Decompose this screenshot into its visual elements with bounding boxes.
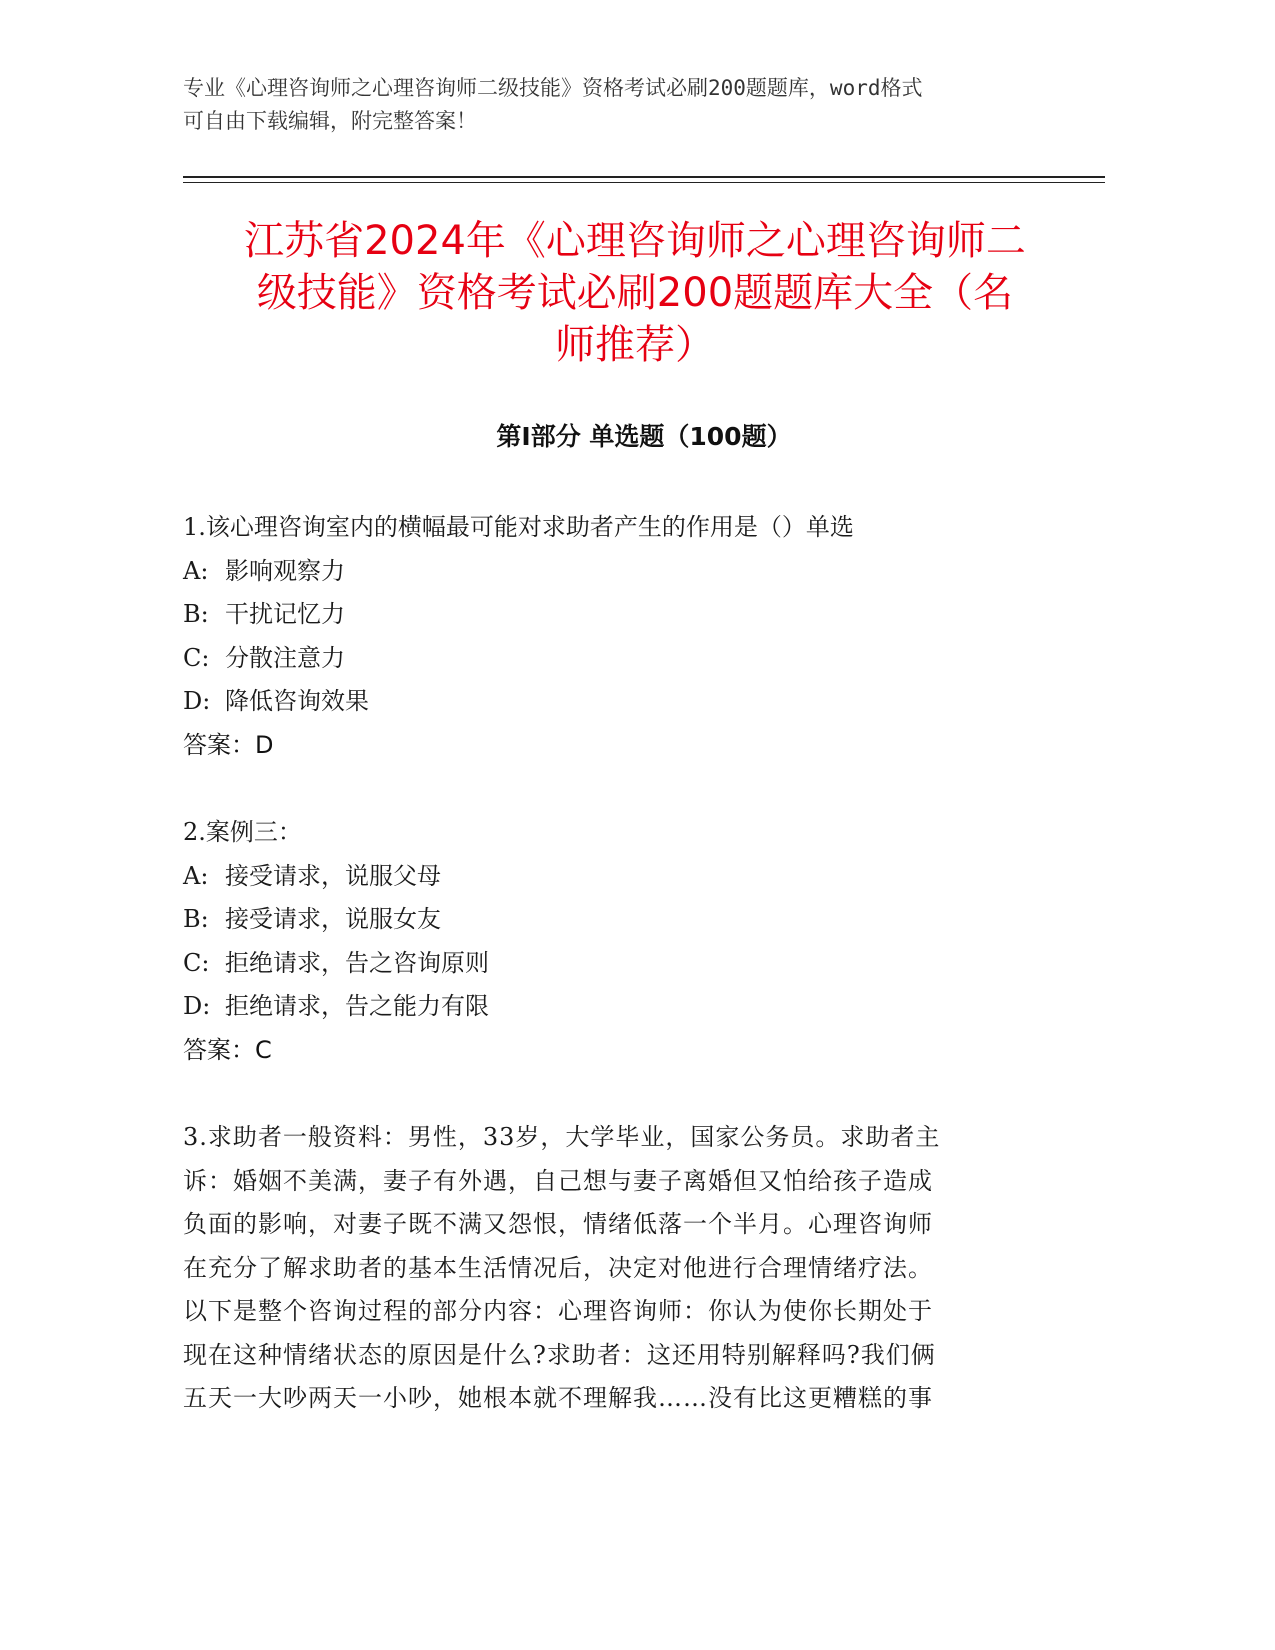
header-note-line-2: 可自由下载编辑，附完整答案！ bbox=[183, 109, 477, 133]
document-title-line-3: 师推荐） bbox=[555, 322, 715, 368]
option-key: A: bbox=[183, 861, 209, 890]
header-divider-thin bbox=[183, 182, 1105, 183]
question-text-line: 五天一大吵两天一小吵，她根本就不理解我……没有比这更糟糕的事 bbox=[183, 1384, 933, 1412]
document-title bbox=[175, 215, 1095, 371]
document-title-line-1: 江苏省2024年《心理咨询师之心理咨询师二 bbox=[244, 218, 1026, 264]
option-label: 接受请求，说服父母 bbox=[225, 861, 441, 890]
question-text-line: 以下是整个咨询过程的部分内容：心理咨询师：你认为使你长期处于 bbox=[183, 1297, 933, 1325]
option-key: B: bbox=[183, 600, 209, 628]
option-key: C: bbox=[183, 948, 210, 977]
question-text-line: 诉：婚姻不美满，妻子有外遇，自己想与妻子离婚但又怕给孩子造成 bbox=[183, 1166, 933, 1195]
option-label: 干扰记忆力 bbox=[225, 600, 345, 628]
question-text-line: 在充分了解求助者的基本生活情况后，决定对他进行合理情绪疗法。 bbox=[183, 1253, 933, 1282]
answer: 答案：D bbox=[183, 730, 274, 759]
option-key: D: bbox=[183, 992, 211, 1020]
option-label: 影响观察力 bbox=[225, 556, 345, 585]
header-note bbox=[183, 72, 1063, 138]
question-list bbox=[183, 506, 1043, 1465]
answer: 答案：C bbox=[183, 1035, 272, 1064]
option-b bbox=[183, 898, 1043, 942]
question-text: 2.案例三： bbox=[183, 818, 302, 846]
question-text-line: 3.求助者一般资料：男性，33岁，大学毕业，国家公务员。求助者主 bbox=[183, 1123, 941, 1151]
option-label: 降低咨询效果 bbox=[225, 687, 369, 715]
option-b bbox=[183, 593, 1043, 637]
option-key: A: bbox=[183, 556, 209, 585]
question-1 bbox=[183, 506, 1043, 767]
option-d bbox=[183, 985, 1043, 1029]
document-title-line-2: 级技能》资格考试必刷200题题库大全（名 bbox=[256, 270, 1014, 316]
option-key: C: bbox=[183, 643, 210, 672]
question-2 bbox=[183, 811, 1043, 1072]
question-text: 1.该心理咨询室内的横幅最可能对求助者产生的作用是（）单选 bbox=[183, 513, 854, 541]
question-text-line: 负面的影响，对妻子既不满又怨恨，情绪低落一个半月。心理咨询师 bbox=[183, 1210, 933, 1238]
option-key: D: bbox=[183, 687, 211, 715]
question-3 bbox=[183, 1116, 1043, 1421]
question-text-line: 现在这种情绪状态的原因是什么?求助者：这还用特别解释吗?我们俩 bbox=[183, 1340, 936, 1369]
option-d bbox=[183, 680, 1043, 724]
option-a bbox=[183, 550, 1043, 594]
option-c bbox=[183, 942, 1043, 986]
option-label: 拒绝请求，告之能力有限 bbox=[225, 992, 489, 1020]
option-label: 接受请求，说服女友 bbox=[225, 905, 441, 933]
header-divider-thick bbox=[183, 176, 1105, 178]
section-heading: 第Ⅰ部分 单选题（100题） bbox=[496, 422, 792, 451]
option-key: B: bbox=[183, 905, 209, 933]
option-label: 拒绝请求，告之咨询原则 bbox=[225, 948, 489, 977]
option-label: 分散注意力 bbox=[225, 643, 345, 672]
header-note-line-1: 专业《心理咨询师之心理咨询师二级技能》资格考试必刷200题题库，word格式 bbox=[183, 76, 923, 100]
option-a bbox=[183, 855, 1043, 899]
option-c bbox=[183, 637, 1043, 681]
